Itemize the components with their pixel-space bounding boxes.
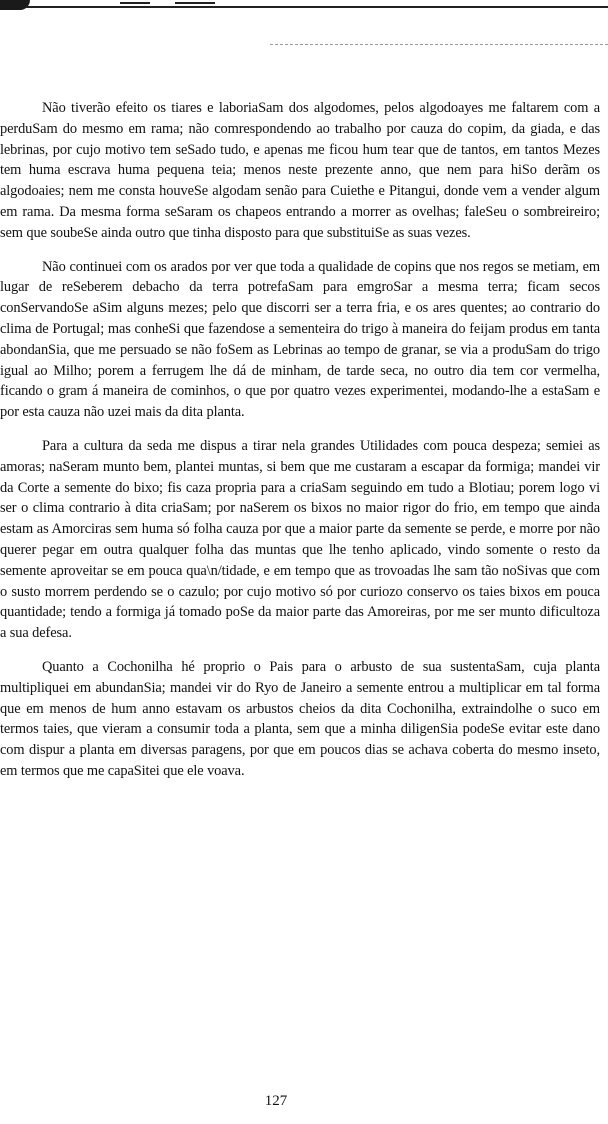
scan-border-top [0,0,608,16]
scan-dash [120,2,150,4]
faint-header-rule [270,44,608,46]
page-number: 127 [264,1093,288,1109]
scan-edge-mark [0,0,30,10]
paragraph-1: Não tiverão efeito os tiares e laboriaSam dos algodomes, pelos algodoayes me faltarem com a perduSam do mesmo em rama; não comrespondendo ao trabalho por cauza do copim, da giada, e das lebrinas, por cujo motivo tem seSado tudo, e apenas me ficou hum tear que de tantos, em tantos Mezes tem huma escrava huma pequena teia; menos neste prezente anno, que nem para hiSo derãm os algodoaies; nem me consta houveSe algodam senão para Cuiethe e Pitangui, donde vem a vender algum em rama. Da mesma forma seSaram os chapeos entrando a morrer as ovelhas; faleSeu o sombreireiro; sem que soubeSe ainda outro que tinha disposto para que substituiSe as suas vezes. [0,100,600,241]
paragraph-4: Quanto a Cochonilha hé proprio o Pais para o arbusto de sua sustentaSam, cuja planta multipliquei em abundanSia; mandei vir do Ryo de Janeiro a semente entrou a multiplicar em tal forma que em menos de hum anno estavam os arbustos cheios da dita Cochonilha, extraindolhe o suco em termos taies, que vieram a consumir toda a planta, sem que a minha diligenSia podeSe evitar este dano com dispur a planta em diversas paragens, por que em poucos dias se achava coberta do mesmo inseto, em termos que me capaSitei que ele voava. [0,658,600,779]
page-body [0,98,600,795]
scan-top-line [26,6,608,8]
paragraph-3: Para a cultura da seda me dispus a tirar nela grandes Utilidades com pouca despeza; semiei as amoras; naSeram munto bem, plantei muntas, si bem que me custaram a escapar da formiga; mandei vir da Corte a semente do bixo; fis caza propria para a criaSam seguindo em tudo a Blotiau; porem logo vi ser o clima contrario à dita criaSam; por naSerem os bixos no maior rigor do frio, em tempo que ainda estam as Amorciras sem huma só folha cauza por que a maior parte da semente se perde, e morre por não querer pegar em outra qualquer folha das muntas que lhe tenho aplicado, vindo somente o resto da semente aproveitar se em pouca qua\n/tidade, e em tempo que as trovoadas lhe sam tão noSivas que com o susto morrem perdendo se o cazulo; por cujo motivo só por curiozo conservo os taies bixos em pouca quantidade; tendo a formiga já tomado poSe da maior parte das Amoreiras, por me ser munto dificultoza a sua defesa. [0,437,600,642]
paragraph-2: Não continuei com os arados por ver que toda a qualidade de copins que nos regos se metiam, em lugar de reSeberem debacho da terra potrefaSam para emgroSar a mesma terra; ficam secos conServandoSe aSim alguns mezes; pelo que discorri ser a terra fria, e os ares quentes; ao contrario do clima de Portugal; mas conheSi que fazendose a sementeira do trigo à maneira do feijam produs em tanta abondanSia, que me persuado se não foSem as Lebrinas ao tempo de granar, se via a produSam do trigo igual ao Milho; porem a ferrugem lhe dá de minham, de tarde seca, no outro dia tem cor vermelha, ficando o gram á maneira de cominhos, o que por quatro vezes experimentei, modando-lhe a estaSam e por esta cauza não uzei mais da dita planta. [0,258,600,421]
scan-dash [175,2,215,4]
